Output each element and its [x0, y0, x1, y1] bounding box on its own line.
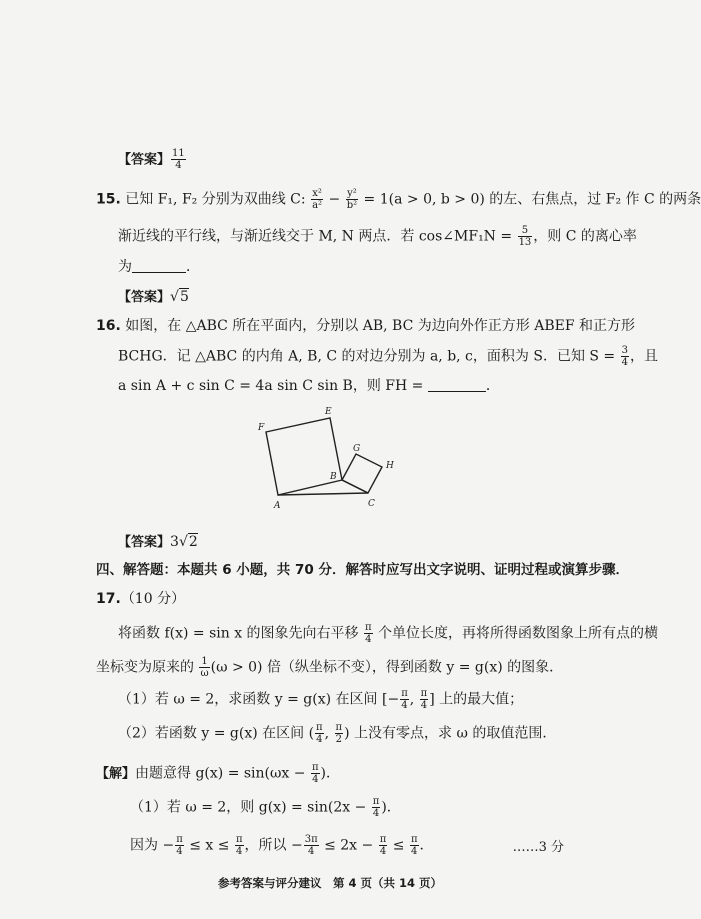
answer-16-line: 【答案】3√2: [118, 534, 198, 550]
answer-14-fraction: $\frac{11}{4}$: [172, 148, 185, 171]
q17-solution-step-1: （1）若 ω = 2，则 g(x) = sin(2x − $\frac{\pi}{4}$ )．: [130, 796, 401, 819]
square-abef: [266, 418, 342, 495]
s-fraction: $\frac{3}{4}$: [621, 345, 628, 368]
q17-para2: 坐标变为原来的 $\frac{1}{\omega}$ (ω > 0) 倍（纵坐标不变），得到函数 y = g(x) 的图象．: [96, 656, 564, 679]
y2-over-b2: $\frac{\text{y²}}{\text{b²}}$: [346, 188, 358, 211]
label-f: F: [258, 423, 265, 433]
cos-fraction: $\frac{5}{13}$: [518, 225, 532, 248]
answer-blank: [428, 377, 486, 392]
page-footer: 参考答案与评分建议 第 4 页（共 14 页）: [217, 876, 443, 890]
section-four-heading: 四、解答题：本题共 6 小题，共 70 分．解答时应写出文字说明、证明过程或演算步骤．: [96, 562, 629, 578]
q16-number: 16.: [96, 318, 121, 334]
square-bchg: [342, 454, 382, 493]
q17-subquestion-2: （2）若函数 y = g(x) 在区间 ( $\frac{\pi}{4}$ , $\frac{\pi}{2}$ ) 上没有零点，求 ω 的取值范围．: [118, 722, 557, 745]
score-note: ……3 分: [512, 840, 564, 855]
geometry-figure: [250, 400, 410, 515]
label-c: C: [368, 499, 375, 509]
q16-line2: BCHG．记 △ABC 的内角 A, B, C 的对边分别为 a, b, c，面积为 S．已知 S = $\frac{3}{4}$ ，且: [118, 345, 658, 368]
q17-solution-step-2: 因为 − $\frac{\pi}{4}$ ≤ x ≤ $\frac{\pi}{4}$ ，所以 − $\frac{3\pi}{4}$ ≤ 2x − $\frac{\pi}{4}$ ≤ $\frac{\pi}{4}$ ．: [130, 834, 434, 857]
answer-15-line: 【答案】√5: [118, 289, 189, 305]
label-e: E: [325, 407, 332, 417]
label-a: A: [274, 501, 281, 511]
q15-line1: 15. 已知 F₁, F₂ 分别为双曲线 C: $\frac{\text{x²}}{\text{a²}}$ − $\frac{\text{y²}}{\text{b²}}$ = 1(a > 0, b > 0) 的左、右焦点，过 F₂ 作 C 的两条: [96, 188, 701, 211]
label-h: H: [386, 461, 394, 471]
q17-number: 17.: [96, 591, 121, 607]
q15-line2: 渐近线的平行线，与渐近线交于 M, N 两点．若 cos∠MF₁N = $\frac{5}{13}$ ，则 C 的离心率: [118, 225, 637, 248]
q15-number: 15.: [96, 191, 121, 208]
answer-14-line: [118, 148, 187, 171]
q16-line1: 16. 如图，在 △ABC 所在平面内，分别以 AB, BC 为边向外作正方形 ABEF 和正方形: [96, 318, 635, 334]
solution-tag: 【解】: [96, 766, 136, 782]
q15-line3: 为 ．: [118, 259, 200, 275]
x2-over-a2: $\frac{\text{x²}}{\text{a²}}$: [312, 188, 323, 211]
q16-line3: a sin A + c sin C = 4a sin C sin B，则 FH = ．: [118, 378, 500, 394]
side-ac: [278, 493, 368, 495]
label-b: B: [330, 472, 337, 482]
answer-15-radicand: 5: [179, 289, 189, 305]
q17-subquestion-1: （1）若 ω = 2，求函数 y = g(x) 在区间 [− $\frac{\pi}{4}$ , $\frac{\pi}{4}$ ] 上的最大值；: [118, 688, 524, 711]
answer-tag: 【答案】: [118, 152, 171, 168]
label-g: G: [353, 444, 361, 454]
q17-para1: 将函数 f(x) = sin x 的图象先向右平移 $\frac{\pi}{4}$ 个单位长度，再将所得函数图象上所有点的横: [118, 622, 659, 645]
answer-blank: [132, 258, 186, 273]
q17-solution: 【解】由题意得 g(x) = sin(ωx − $\frac{\pi}{4}$ )．: [96, 762, 341, 785]
q17-header: 17.（10 分）: [96, 591, 186, 607]
